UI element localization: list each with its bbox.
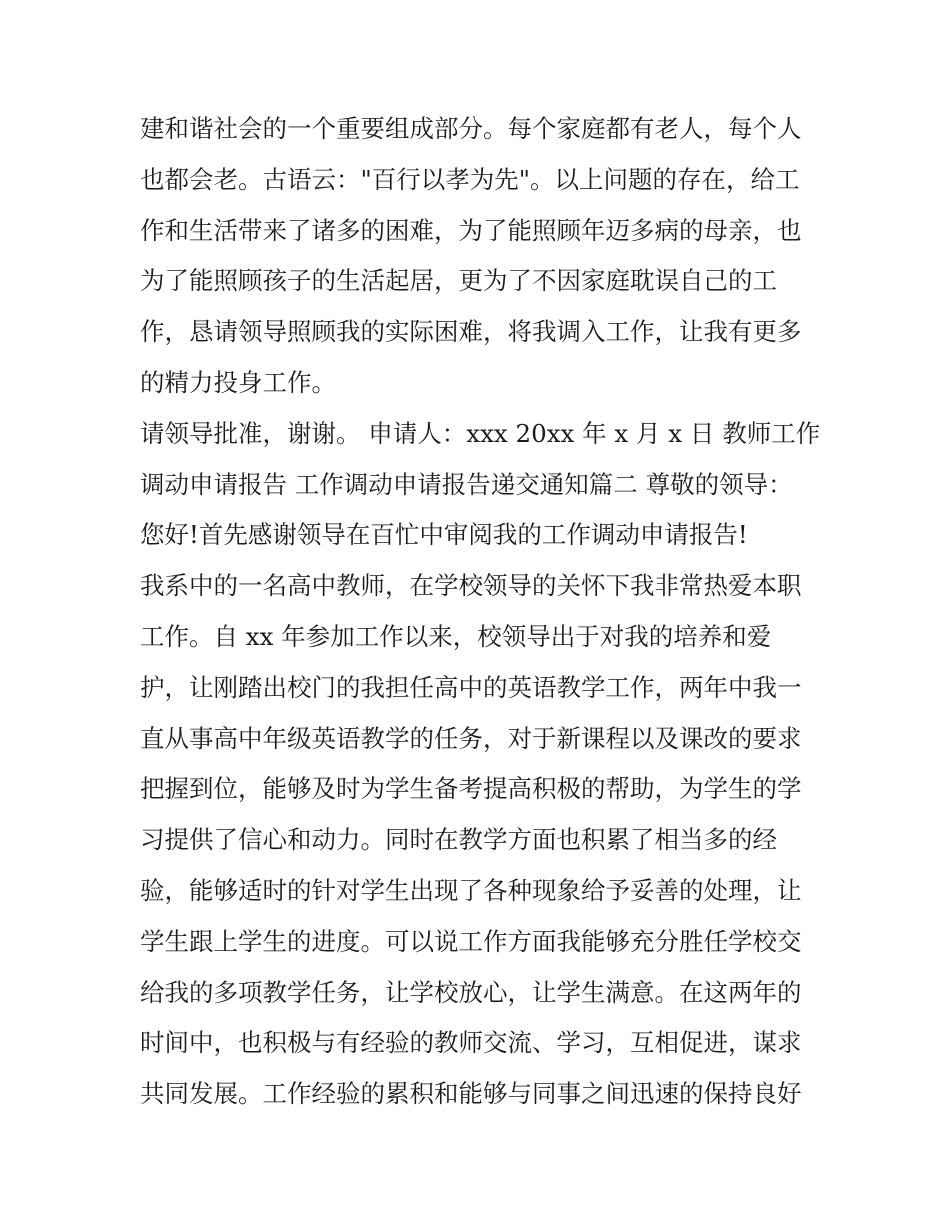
text-line: 验，能够适时的针对学生出现了各种现象给予妥善的处理，让: [140, 875, 802, 905]
text-line: 也都会老。古语云："百行以孝为先"。以上问题的存在，给工: [140, 164, 800, 194]
body-text: [140, 104, 820, 1120]
text-line: 共同发展。工作经验的累积和能够与同事之间迅速的保持良好: [140, 1079, 802, 1109]
text-line: 作，恳请领导照顾我的实际困难，将我调入工作，让我有更多: [140, 317, 802, 347]
text-line: 时间中，也积极与有经验的教师交流、学习，互相促进，谋求: [140, 1028, 802, 1058]
text-line: 护，让刚踏出校门的我担任高中的英语教学工作，两年中我一: [140, 672, 802, 702]
text-line: 调动申请报告 工作调动申请报告递交通知篇二 尊敬的领导：: [140, 469, 793, 499]
text-line: 直从事高中年级英语教学的任务，对于新课程以及课改的要求: [140, 723, 802, 753]
text-line: 为了能照顾孩子的生活起居，更为了不因家庭耽误自己的工: [140, 266, 777, 296]
text-line: 习提供了信心和动力。同时在教学方面也积累了相当多的经: [140, 825, 777, 855]
text-line: 的精力投身工作。: [140, 367, 336, 397]
text-line: 请领导批准，谢谢。 申请人：xxx 20xx 年 x 月 x 日 教师工作: [140, 418, 821, 448]
text-line: 作和生活带来了诸多的困难，为了能照顾年迈多病的母亲，也: [140, 215, 802, 245]
text-line: 建和谐社会的一个重要组成部分。每个家庭都有老人，每个人: [140, 114, 802, 143]
text-line: 把握到位，能够及时为学生备考提高积极的帮助，为学生的学: [140, 774, 802, 804]
text-line: 学生跟上学生的进度。可以说工作方面我能够充分胜任学校交: [140, 926, 802, 956]
text-line: 工作。自 xx 年参加工作以来，校领导出于对我的培养和爱: [140, 621, 772, 651]
text-line: 您好!首先感谢领导在百忙中审阅我的工作调动申请报告!: [140, 520, 748, 550]
text-line: 给我的多项教学任务，让学校放心，让学生满意。在这两年的: [140, 977, 802, 1007]
text-line: 我系中的一名高中教师，在学校领导的关怀下我非常热爱本职: [140, 571, 802, 601]
